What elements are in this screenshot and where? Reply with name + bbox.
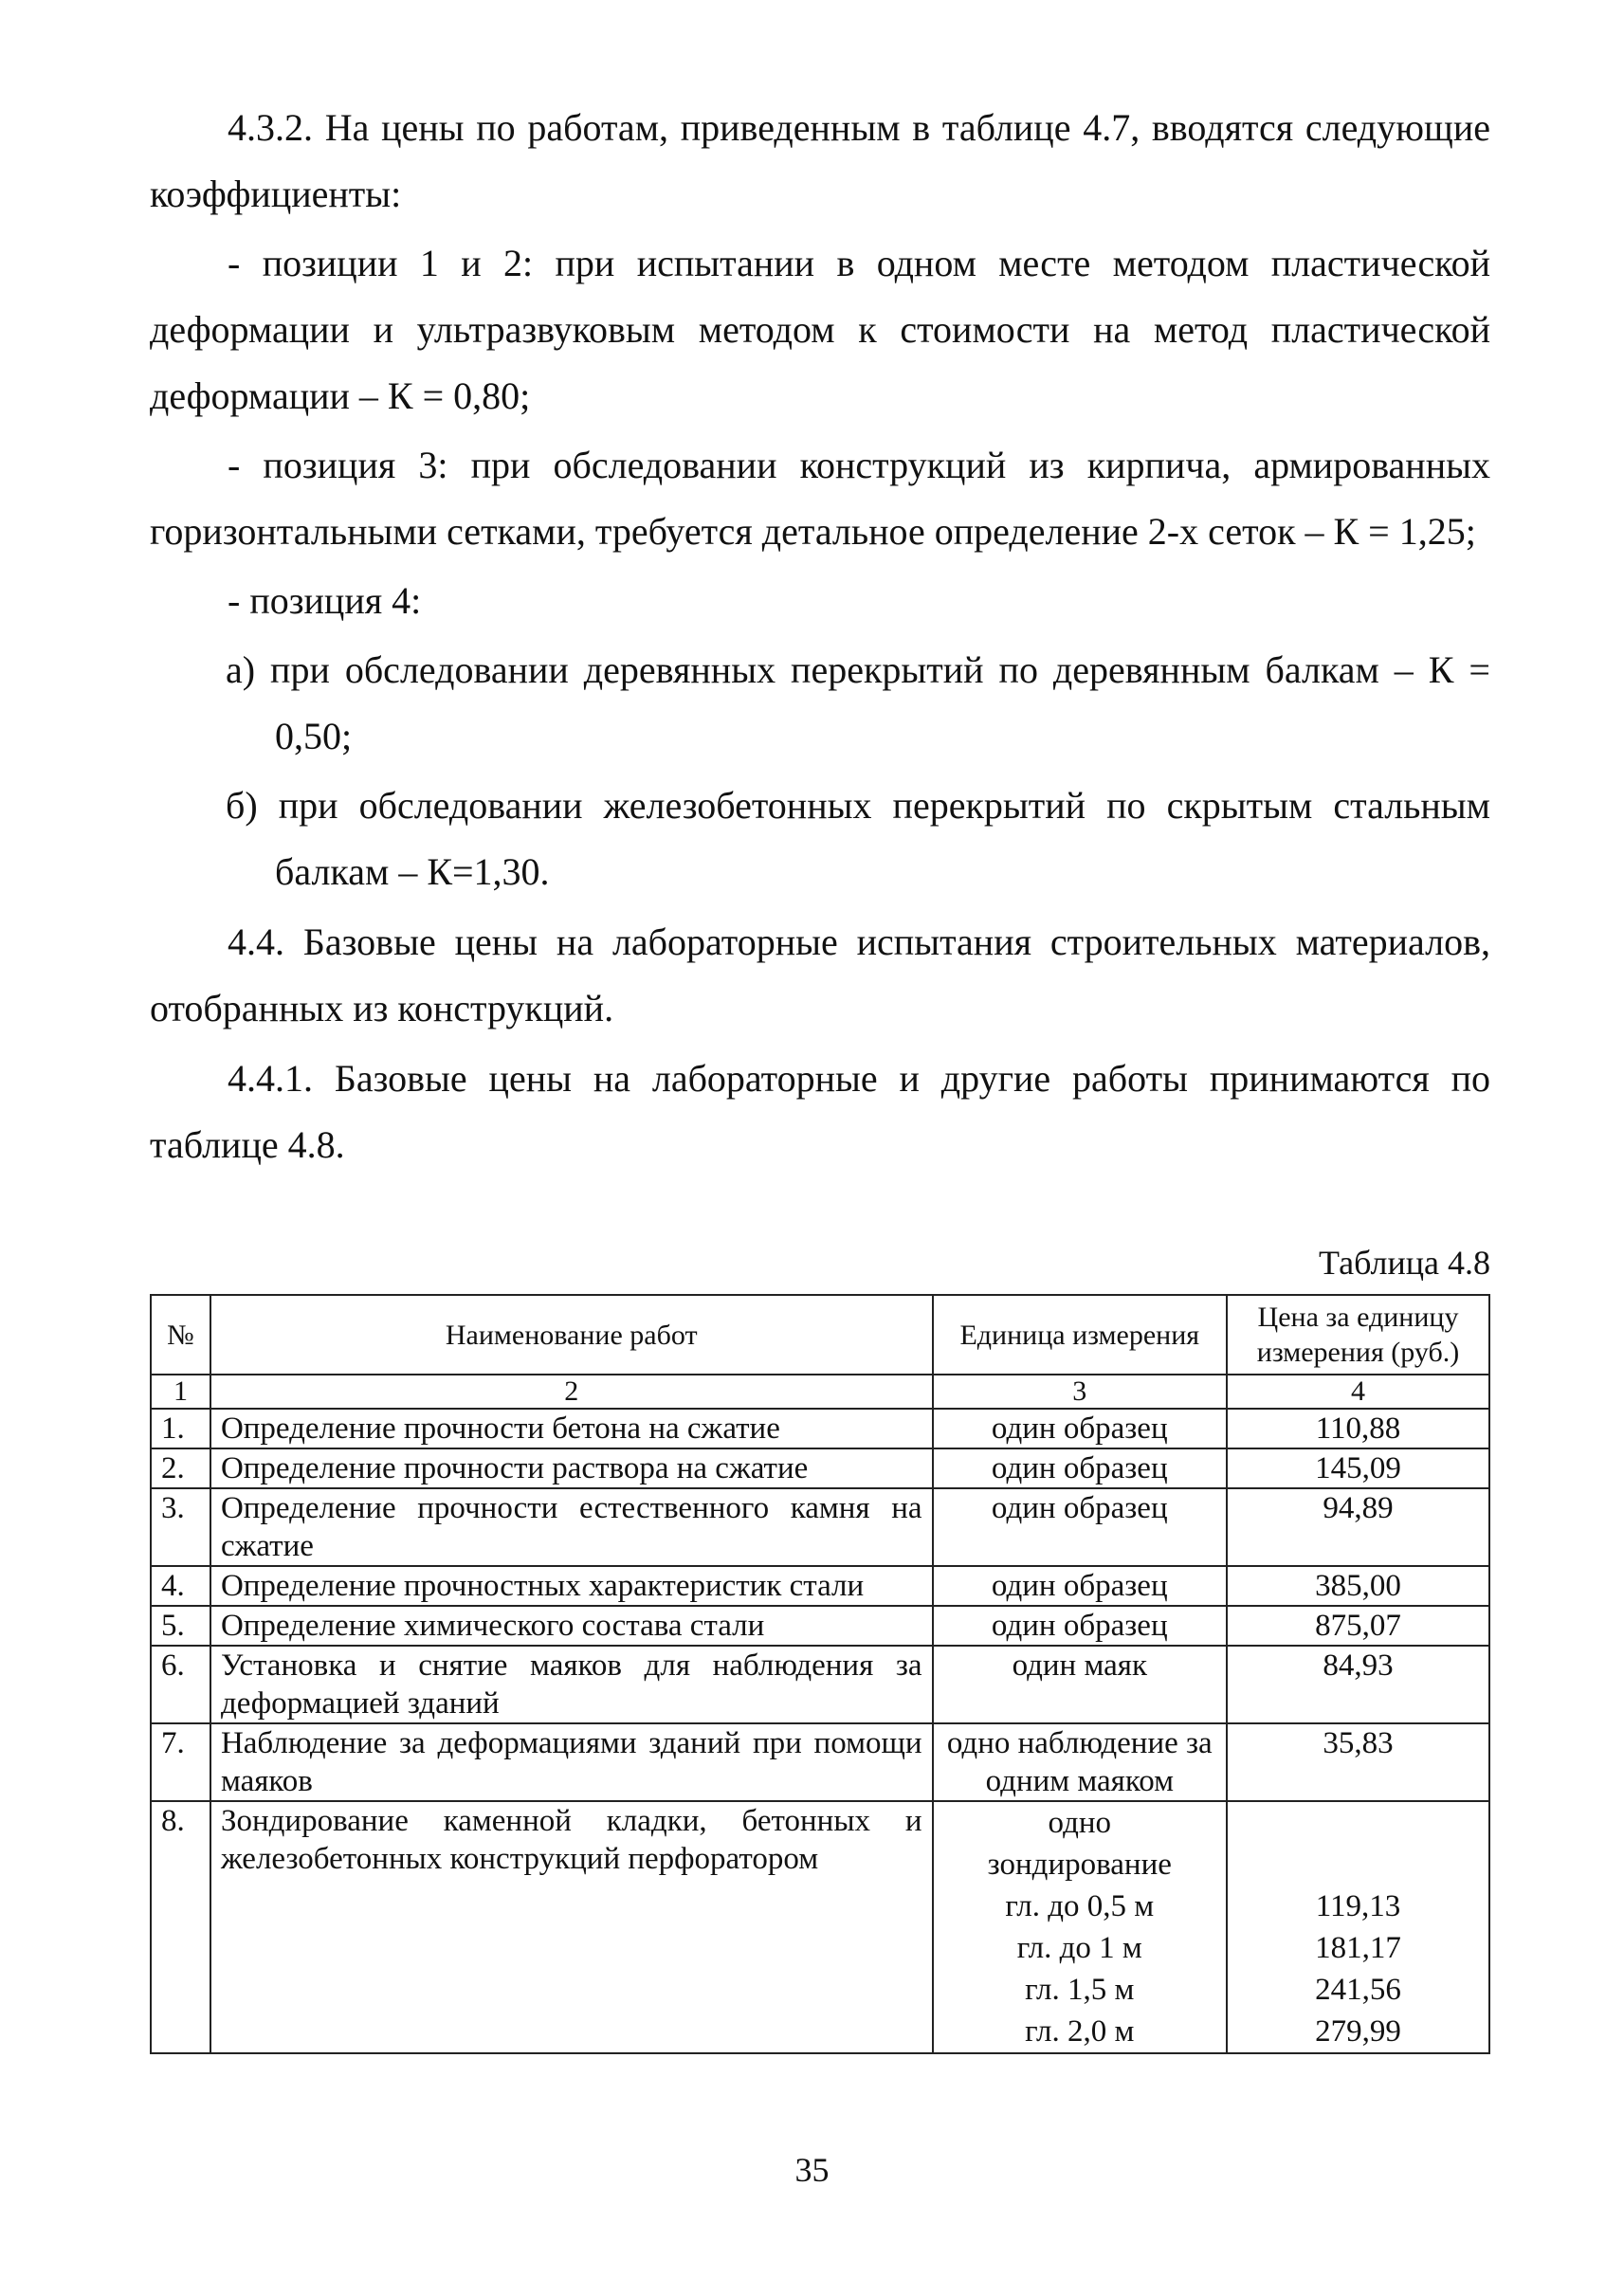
row-price: 145,09 — [1227, 1448, 1489, 1488]
index-cell: 3 — [933, 1375, 1228, 1409]
row-work-name: Определение прочности раствора на сжатие — [210, 1448, 933, 1488]
paragraph-position-3: - позиция 3: при обследовании конструкций из кирпича, армированных горизонтальными сетками, требуется детальное определение 2-х сеток – К = 1,25; — [150, 444, 1490, 553]
table-row — [151, 1801, 1489, 2053]
row-number: 5. — [151, 1606, 210, 1646]
row-work-name: Определение прочностных характеристик стали — [210, 1566, 933, 1606]
table-row — [151, 1409, 1489, 1448]
paragraph-position-4a: а) при обследовании деревянных перекрытий по деревянным балкам – К = 0,50; — [226, 648, 1490, 757]
depth-line: гл. 1,5 м — [1025, 1973, 1135, 2007]
table-caption: Таблица 4.8 — [1319, 1244, 1490, 1282]
table-header-row — [151, 1295, 1489, 1375]
row-work-name: Определение прочности бетона на сжатие — [210, 1409, 933, 1448]
price-line: 181,17 — [1315, 1931, 1401, 1965]
paragraph-4-4-1: 4.4.1. Базовые цены на лабораторные и другие работы принимаются по таблице 4.8. — [150, 1057, 1490, 1166]
price-table — [150, 1294, 1490, 2054]
row-work-name: Зондирование каменной кладки, бетонных и железобетонных конструкций перфоратором — [210, 1801, 933, 2053]
table-index-row — [151, 1375, 1489, 1409]
row-number: 8. — [151, 1801, 210, 2053]
row-unit: один маяк — [933, 1646, 1228, 1723]
row-unit: один образец — [933, 1566, 1228, 1606]
depth-line: гл. до 1 м — [1016, 1931, 1142, 1965]
row-number: 1. — [151, 1409, 210, 1448]
paragraph-4-3-2: 4.3.2. На цены по работам, приведенным в таблице 4.7, вводятся следующие коэффициенты: — [150, 106, 1490, 215]
price-line: 279,99 — [1315, 2014, 1401, 2049]
document-page — [150, 95, 1490, 2049]
page-number: 35 — [794, 2151, 830, 2189]
row-work-name: Установка и снятие маяков для наблюдения за деформацией зданий — [210, 1646, 933, 1723]
row-work-name: Определение химического состава стали — [210, 1606, 933, 1646]
table-row — [151, 1723, 1489, 1801]
row-unit: один образец — [933, 1409, 1228, 1448]
row-unit: один образец — [933, 1606, 1228, 1646]
index-cell: 1 — [151, 1375, 210, 1409]
header-number: № — [151, 1295, 210, 1375]
table-row — [151, 1488, 1489, 1566]
depth-line: гл. 2,0 м — [1025, 2014, 1135, 2049]
row-number: 6. — [151, 1646, 210, 1723]
row-number: 3. — [151, 1488, 210, 1566]
row-number: 7. — [151, 1723, 210, 1801]
price-line: 119,13 — [1315, 1889, 1401, 1923]
paragraph-positions-1-2: - позиции 1 и 2: при испытании в одном месте методом пластической деформации и ультразвуковым методом к стоимости на метод пластической деформации – К = 0,80; — [150, 242, 1490, 417]
row-price: 875,07 — [1227, 1606, 1489, 1646]
row-work-name: Определение прочности естественного камня на сжатие — [210, 1488, 933, 1566]
unit-line: одно — [1048, 1806, 1112, 1840]
row-price: 110,88 — [1227, 1409, 1489, 1448]
header-price: Цена за единицу измерения (руб.) — [1227, 1295, 1489, 1375]
row-unit — [933, 1801, 1228, 2053]
index-cell: 2 — [210, 1375, 933, 1409]
header-unit: Единица измерения — [933, 1295, 1228, 1375]
depth-line: гл. до 0,5 м — [1005, 1889, 1155, 1923]
row-price — [1227, 1801, 1489, 2053]
unit-line: зондирование — [987, 1848, 1172, 1882]
row-price: 385,00 — [1227, 1566, 1489, 1606]
paragraph-4-4: 4.4. Базовые цены на лабораторные испытания строительных материалов, отобранных из конструкций. — [150, 920, 1490, 1029]
index-cell: 4 — [1227, 1375, 1489, 1409]
table-row — [151, 1606, 1489, 1646]
paragraph-position-4b: б) при обследовании железобетонных перекрытий по скрытым стальным балкам – К=1,30. — [226, 784, 1490, 893]
row-price: 94,89 — [1227, 1488, 1489, 1566]
price-line: 241,56 — [1315, 1973, 1401, 2007]
row-number: 4. — [151, 1566, 210, 1606]
header-work-name: Наименование работ — [210, 1295, 933, 1375]
table-row — [151, 1566, 1489, 1606]
paragraph-position-4: - позиция 4: — [228, 579, 422, 622]
table-row — [151, 1448, 1489, 1488]
row-unit: один образец — [933, 1448, 1228, 1488]
row-work-name: Наблюдение за деформациями зданий при помощи маяков — [210, 1723, 933, 1801]
row-price: 84,93 — [1227, 1646, 1489, 1723]
row-price: 35,83 — [1227, 1723, 1489, 1801]
row-number: 2. — [151, 1448, 210, 1488]
row-unit: один образец — [933, 1488, 1228, 1566]
row-unit: одно наблюдение за одним маяком — [933, 1723, 1228, 1801]
table-row — [151, 1646, 1489, 1723]
